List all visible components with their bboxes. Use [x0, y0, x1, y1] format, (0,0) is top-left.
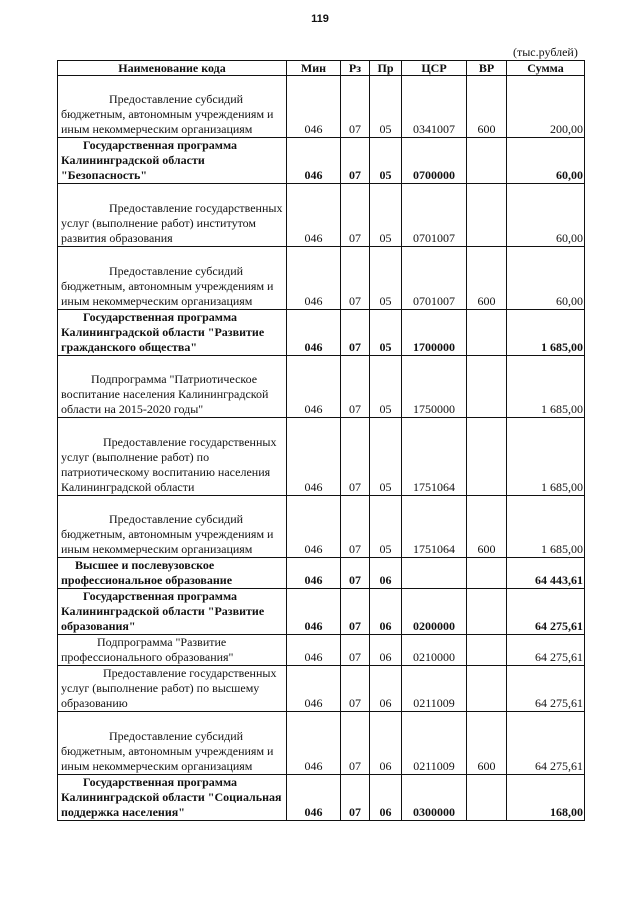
row-min: 046: [287, 558, 341, 589]
row-name: Государственная программа Калининградской области "Социальная поддержка населения": [58, 775, 287, 821]
row-csr: 0211009: [402, 666, 467, 712]
header-vr: ВР: [467, 61, 507, 76]
header-rz: Рз: [341, 61, 370, 76]
row-min: 046: [287, 666, 341, 712]
row-vr: 600: [467, 76, 507, 138]
row-name: Подпрограмма "Патриотическое воспитание населения Калининградской области на 2015-2020 годы": [58, 356, 287, 418]
row-rz: 07: [341, 138, 370, 184]
row-min: 046: [287, 138, 341, 184]
header-pr: Пр: [370, 61, 402, 76]
table-row: [58, 247, 585, 310]
row-csr: 1700000: [402, 310, 467, 356]
row-rz: 07: [341, 76, 370, 138]
row-vr: [467, 138, 507, 184]
row-pr: 05: [370, 184, 402, 247]
row-name: Подпрограмма "Развитие профессионального образования": [58, 635, 287, 666]
row-pr: 05: [370, 356, 402, 418]
row-csr: 0210000: [402, 635, 467, 666]
row-sum: 1 685,00: [507, 356, 585, 418]
row-name: Высшее и послевузовское профессиональное образование: [58, 558, 287, 589]
row-rz: 07: [341, 184, 370, 247]
row-name: Государственная программа Калининградской области "Развитие гражданского общества": [58, 310, 287, 356]
row-name: Предоставление субсидий бюджетным, автономным учреждениям и иным некоммерческим организациям: [58, 712, 287, 775]
row-min: 046: [287, 712, 341, 775]
row-sum: 1 685,00: [507, 496, 585, 558]
row-pr: 06: [370, 666, 402, 712]
row-name: Предоставление субсидий бюджетным, автономным учреждениям и иным некоммерческим организациям: [58, 76, 287, 138]
row-csr: 1751064: [402, 418, 467, 496]
row-sum: 60,00: [507, 138, 585, 184]
row-csr: 0200000: [402, 589, 467, 635]
page-number: 119: [311, 13, 329, 25]
row-vr: [467, 356, 507, 418]
row-vr: [467, 418, 507, 496]
row-min: 046: [287, 247, 341, 310]
table-row: [58, 310, 585, 356]
row-sum: 1 685,00: [507, 310, 585, 356]
row-name: Предоставление государственных услуг (выполнение работ) по патриотическому воспитанию населения Калининградской области: [58, 418, 287, 496]
row-rz: 07: [341, 558, 370, 589]
row-vr: [467, 558, 507, 589]
table-row: [58, 775, 585, 821]
row-vr: [467, 775, 507, 821]
row-min: 046: [287, 356, 341, 418]
row-sum: 60,00: [507, 184, 585, 247]
table-row: [58, 635, 585, 666]
header-name: Наименование кода: [58, 61, 287, 76]
table-row: [58, 184, 585, 247]
row-sum: 64 275,61: [507, 635, 585, 666]
row-name: Предоставление субсидий бюджетным, автономным учреждениям и иным некоммерческим организациям: [58, 496, 287, 558]
row-sum: 168,00: [507, 775, 585, 821]
row-name: Предоставление субсидий бюджетным, автономным учреждениям и иным некоммерческим организациям: [58, 247, 287, 310]
table-row: [58, 76, 585, 138]
row-sum: 64 275,61: [507, 712, 585, 775]
row-sum: 60,00: [507, 247, 585, 310]
table-header-row: [58, 61, 585, 76]
table-row: [58, 356, 585, 418]
row-rz: 07: [341, 712, 370, 775]
table-row: [58, 589, 585, 635]
row-sum: 64 443,61: [507, 558, 585, 589]
row-csr: [402, 558, 467, 589]
row-rz: 07: [341, 418, 370, 496]
row-rz: 07: [341, 635, 370, 666]
row-sum: 64 275,61: [507, 589, 585, 635]
row-rz: 07: [341, 247, 370, 310]
row-vr: [467, 310, 507, 356]
table-row: [58, 666, 585, 712]
row-csr: 0700000: [402, 138, 467, 184]
row-rz: 07: [341, 589, 370, 635]
row-min: 046: [287, 76, 341, 138]
row-name: Государственная программа Калининградской области "Развитие образования": [58, 589, 287, 635]
row-pr: 05: [370, 247, 402, 310]
row-vr: 600: [467, 247, 507, 310]
row-name: Предоставление государственных услуг (выполнение работ) по высшему образованию: [58, 666, 287, 712]
table-row: [58, 496, 585, 558]
row-csr: 1751064: [402, 496, 467, 558]
row-rz: 07: [341, 666, 370, 712]
header-min: Мин: [287, 61, 341, 76]
row-pr: 06: [370, 635, 402, 666]
row-pr: 06: [370, 558, 402, 589]
row-sum: 64 275,61: [507, 666, 585, 712]
row-min: 046: [287, 496, 341, 558]
row-min: 046: [287, 589, 341, 635]
row-pr: 05: [370, 310, 402, 356]
row-pr: 05: [370, 138, 402, 184]
row-min: 046: [287, 184, 341, 247]
row-csr: 0300000: [402, 775, 467, 821]
row-sum: 1 685,00: [507, 418, 585, 496]
row-name: Государственная программа Калининградской области "Безопасность": [58, 138, 287, 184]
row-rz: 07: [341, 496, 370, 558]
row-csr: 0211009: [402, 712, 467, 775]
budget-table: [57, 60, 585, 821]
unit-note: (тыс.рублей): [513, 45, 578, 59]
row-vr: 600: [467, 496, 507, 558]
row-rz: 07: [341, 775, 370, 821]
row-csr: 1750000: [402, 356, 467, 418]
row-pr: 06: [370, 775, 402, 821]
table-row: [58, 712, 585, 775]
row-pr: 05: [370, 418, 402, 496]
row-sum: 200,00: [507, 76, 585, 138]
row-min: 046: [287, 775, 341, 821]
row-vr: [467, 666, 507, 712]
table-row: [58, 558, 585, 589]
table-row: [58, 418, 585, 496]
row-pr: 05: [370, 76, 402, 138]
row-pr: 06: [370, 712, 402, 775]
header-csr: ЦСР: [402, 61, 467, 76]
row-name: Предоставление государственных услуг (выполнение работ) институтом развития образования: [58, 184, 287, 247]
row-csr: 0341007: [402, 76, 467, 138]
row-csr: 0701007: [402, 184, 467, 247]
row-pr: 06: [370, 589, 402, 635]
row-vr: [467, 589, 507, 635]
header-sum: Сумма: [507, 61, 585, 76]
row-rz: 07: [341, 310, 370, 356]
row-min: 046: [287, 310, 341, 356]
table-row: [58, 138, 585, 184]
row-vr: [467, 184, 507, 247]
row-rz: 07: [341, 356, 370, 418]
row-min: 046: [287, 635, 341, 666]
row-vr: [467, 635, 507, 666]
row-vr: 600: [467, 712, 507, 775]
row-csr: 0701007: [402, 247, 467, 310]
row-min: 046: [287, 418, 341, 496]
row-pr: 05: [370, 496, 402, 558]
